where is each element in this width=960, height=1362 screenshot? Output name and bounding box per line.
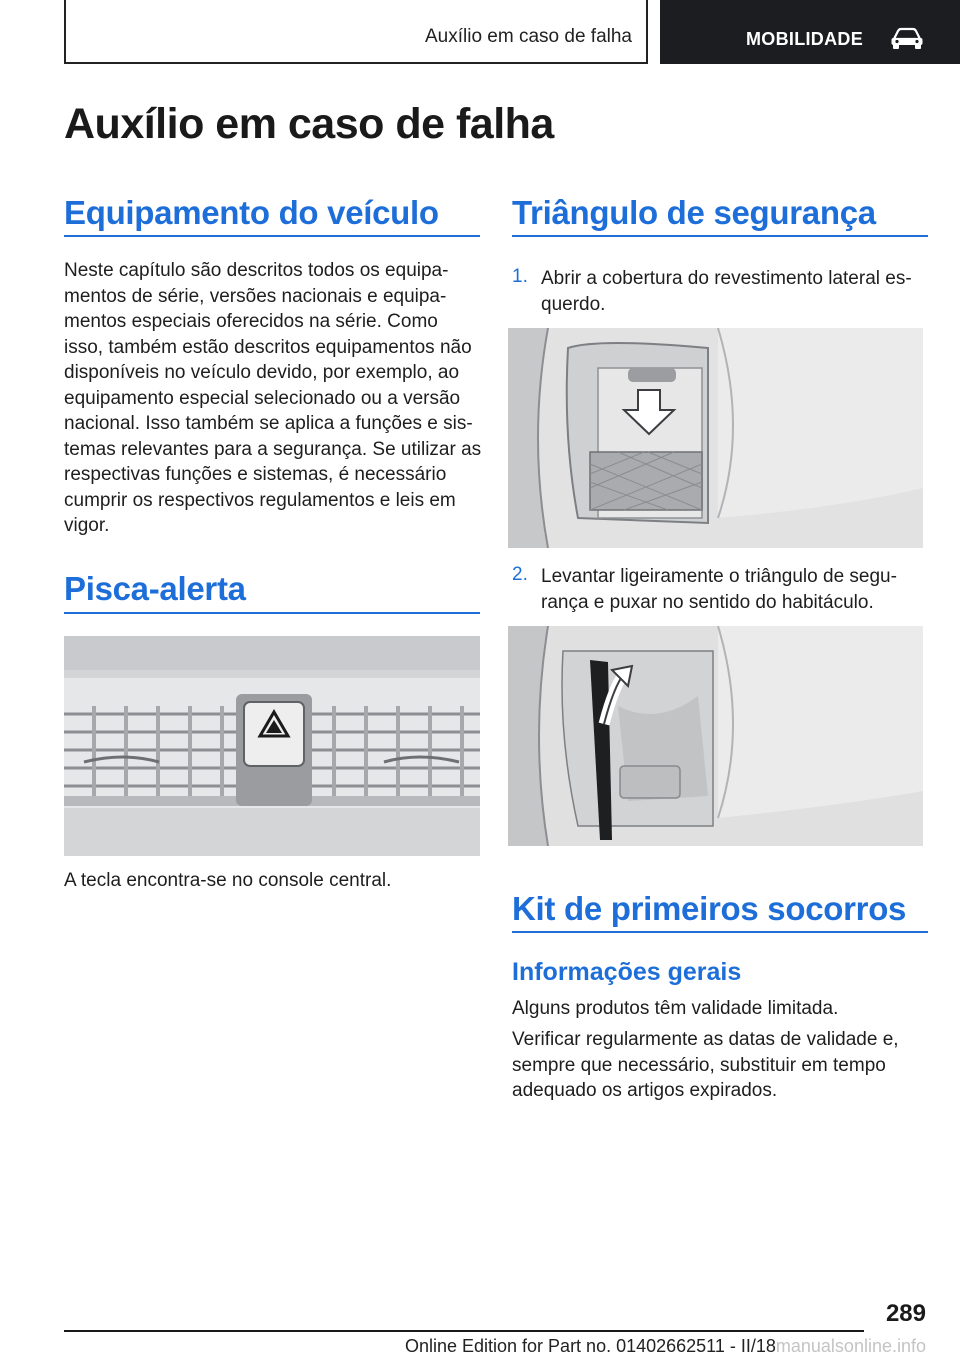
header-section-title: Auxílio em caso de falha bbox=[424, 26, 632, 47]
text-line: adequado os artigos expirados. bbox=[512, 1080, 778, 1101]
footer-rule bbox=[64, 1330, 864, 1332]
page-number: 289 bbox=[885, 1300, 926, 1327]
text-line: equipamento especial selecionado ou a versão bbox=[64, 387, 461, 409]
warning-triangle-image bbox=[508, 626, 923, 846]
step-text: querdo. bbox=[541, 293, 606, 315]
hazard-caption: A tecla encontra-se no console central. bbox=[64, 870, 392, 891]
chapter-label: MOBILIDADE bbox=[746, 29, 863, 49]
text-line: cumprir os respectivos regulamentos e leis em bbox=[64, 489, 456, 511]
text-line: Neste capítulo são descritos todos os equipa- bbox=[64, 260, 449, 281]
heading-first-aid: Kit de primeiros socorros bbox=[512, 890, 907, 927]
text-line: isso, também estão descritos equipamentos não bbox=[64, 336, 472, 358]
step-text: rança e puxar no sentido do habitáculo. bbox=[541, 591, 874, 613]
text-line: disponíveis no veículo devido, por exemplo, ao bbox=[64, 362, 460, 383]
first-aid-paragraph-1: Alguns produtos têm validade limitada. bbox=[512, 998, 839, 1019]
step-number: 1. bbox=[512, 266, 528, 287]
subheading-general-info: Informações gerais bbox=[512, 958, 742, 986]
car-icon bbox=[890, 26, 924, 50]
watermark: manualsonline.info bbox=[775, 1336, 926, 1356]
text-line: mentos de série, versões nacionais e equipa- bbox=[64, 285, 447, 307]
heading-rule bbox=[512, 931, 928, 933]
text-line: nacional. Isso também se aplica a funções e sis- bbox=[64, 413, 473, 434]
text-line: Verificar regularmente as datas de validade e, bbox=[512, 1029, 899, 1050]
heading-rule bbox=[512, 235, 928, 237]
heading-rule bbox=[64, 612, 480, 614]
heading-equipment: Equipamento do veículo bbox=[64, 194, 439, 231]
chapter-tab[interactable] bbox=[660, 0, 960, 64]
step-text: Levantar ligeiramente o triângulo de segu- bbox=[541, 566, 897, 587]
text-line: vigor. bbox=[64, 515, 110, 536]
running-header bbox=[64, 0, 648, 64]
step-number: 2. bbox=[512, 564, 528, 585]
text-line: respectivas funções e sistemas, é necessário bbox=[64, 464, 447, 485]
heading-hazard: Pisca-alerta bbox=[64, 570, 246, 607]
text-line: temas relevantes para a segurança. Se utilizar as bbox=[64, 438, 482, 460]
heading-triangle: Triângulo de segurança bbox=[512, 194, 876, 231]
footer-edition bbox=[405, 1336, 926, 1357]
text-line: sempre que necessário, substituir em tempo bbox=[512, 1054, 886, 1076]
hazard-switch-image bbox=[64, 636, 480, 856]
edition-text: Online Edition for Part no. 01402662511 - II/18 bbox=[404, 1336, 776, 1356]
step-text: Abrir a cobertura do revestimento lateral es- bbox=[541, 268, 912, 289]
heading-rule bbox=[64, 235, 480, 237]
side-trim-cover-image bbox=[508, 328, 923, 548]
text-line: mentos especiais oferecidos na série. Como bbox=[64, 311, 438, 332]
page-title: Auxílio em caso de falha bbox=[64, 100, 554, 148]
